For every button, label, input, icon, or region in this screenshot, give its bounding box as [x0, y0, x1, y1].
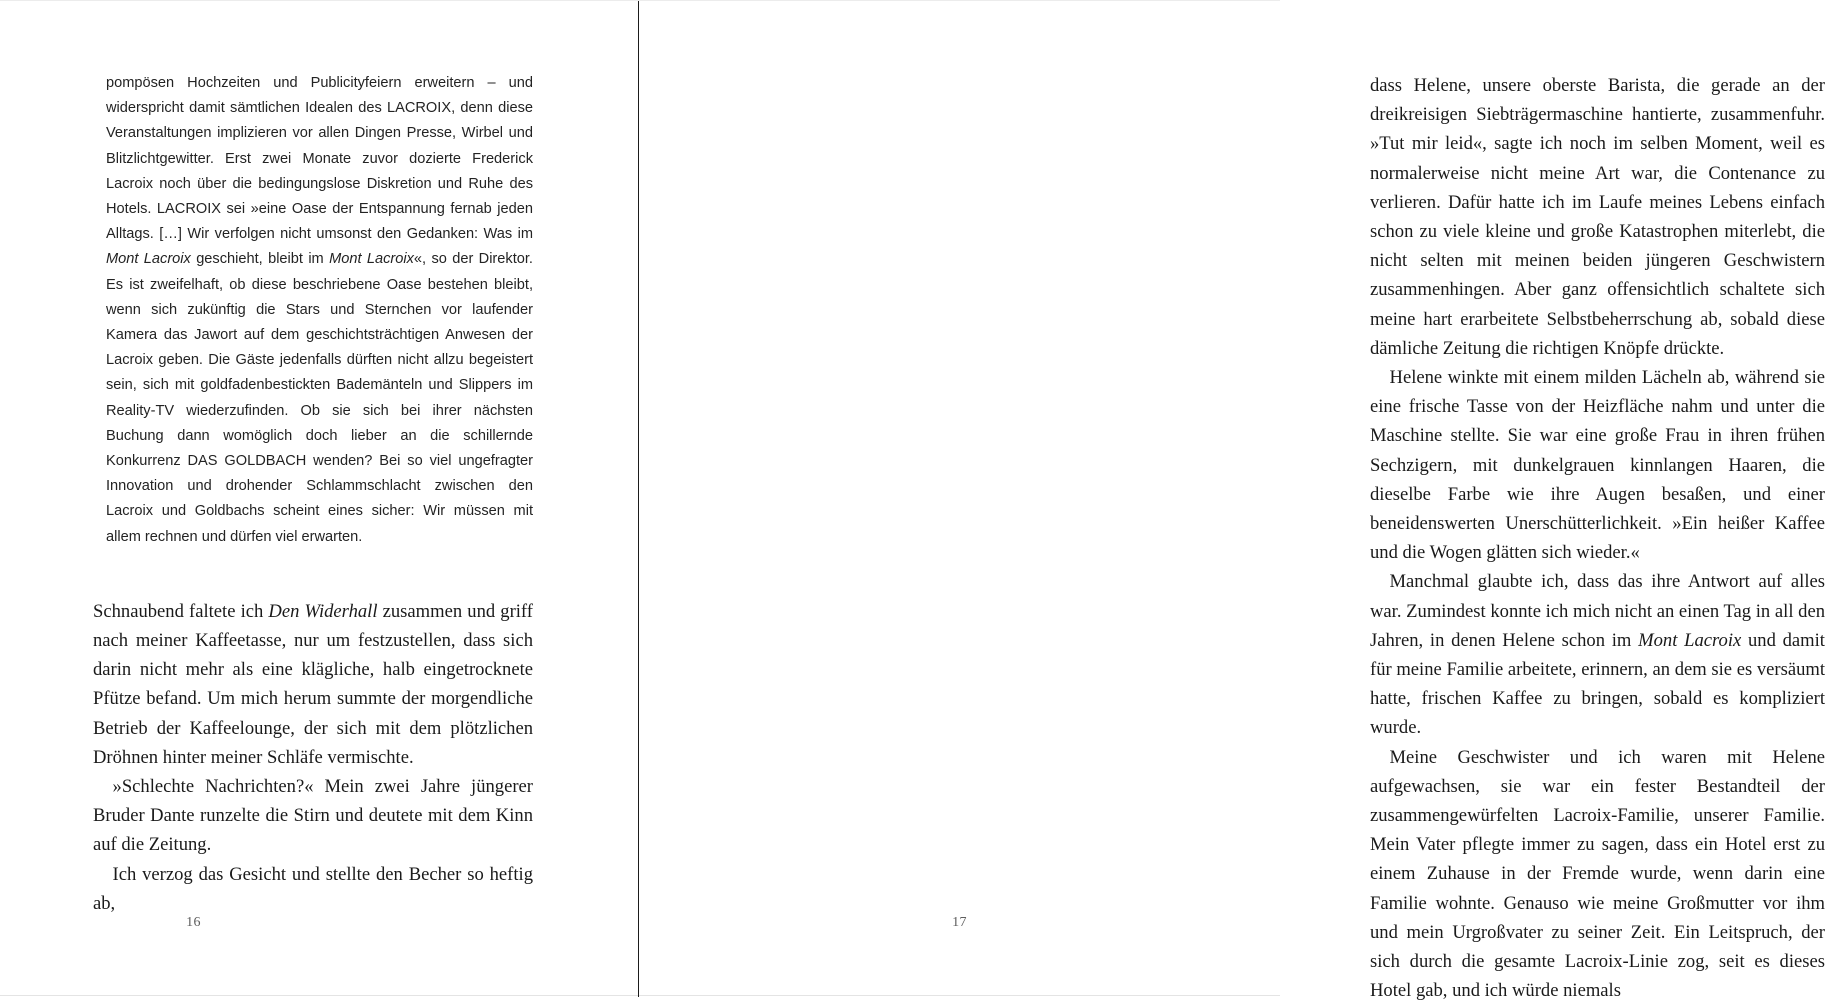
paragraph: [93, 597, 533, 772]
italic-title: Mont Lacroix: [106, 251, 191, 268]
text-run: Manchmal glaubte ich, dass das ihre Antwort auf alles war. Zumindest konnte ich mich nicht an einen Tag in all den Jahren, in denen Helene schon im: [1370, 571, 1825, 651]
page-number-right: 17: [952, 915, 967, 930]
newspaper-excerpt-block: [93, 71, 533, 550]
page-right-text-block: [1370, 71, 1825, 1006]
text-run: »Schlechte Nachrichten?« Mein zwei Jahre jüngerer Bruder Dante runzelte die Stirn und deutete mit dem Kinn auf die Zeitung.: [93, 776, 533, 856]
text-run: dass Helene, unsere oberste Barista, die gerade an der dreikreisigen Siebträgermaschine hantierte, zusammenfuhr. »Tut mir leid«, sagte ich noch im selben Moment, weil es normalerweise nicht meine Art war, die Contenance zu verlieren. Dafür hatte ich im Laufe meines Lebens einfach schon zu viele kleine und große Katastrophen miterlebt, die nicht selten mit meinen beiden jüngeren Geschwistern zusammenhingen. Aber ganz offensichtlich schaltete sich meine hart erarbeitete Selbstbeherrschung ab, sobald diese dämliche Zeitung die richtigen Knöpfe drückte.: [1370, 75, 1825, 359]
paragraph: [1370, 567, 1825, 742]
page-number-left: 16: [186, 915, 201, 930]
paragraph: [93, 772, 533, 860]
page-right: [639, 1, 1825, 1002]
italic-title: Mont Lacroix: [1638, 629, 1742, 651]
page-left-narrative-block: [93, 597, 533, 918]
text-run: Schnaubend faltete ich: [93, 600, 269, 622]
paragraph: [106, 71, 533, 550]
text-run: Ich verzog das Gesicht und stellte den Becher so heftig ab,: [93, 863, 533, 914]
page-left-text-block: [93, 71, 533, 918]
text-run: Helene winkte mit einem milden Lächeln ab, während sie eine frische Tasse von der Heizfläche nahm und unter die Maschine stellte. Sie war eine große Frau in ihren frühen Sechzigern, mit dunkelgrauen kinnlangen Haaren, die dieselbe Farbe wie ihre Augen besaßen, und einer beneidenswerten Unerschütterlichkeit. »Ein heißer Kaffee und die Wogen glätten sich wieder.«: [1370, 367, 1825, 564]
italic-title: Den Widerhall: [268, 600, 378, 622]
page-left: [0, 1, 639, 997]
paragraph: [93, 860, 533, 918]
text-run: Meine Geschwister und ich waren mit Helene aufgewachsen, sie war ein fester Bestandteil der zusammengewürfelten Lacroix-Familie, unserer Familie. Mein Vater pflegte immer zu sagen, dass ein Hotel erst zu einem Zuhause in der Fremde wurde, wenn darin eine Familie wohnte. Genauso wie meine Großmutter vor ihm und mein Urgroßvater zu seiner Zeit. Ein Leitspruch, der sich durch die gesamte Lacroix-Linie zog, seit es dieses Hotel gab, und ich würde niemals: [1370, 746, 1825, 1002]
paragraph: [1370, 363, 1825, 567]
text-run: pompösen Hochzeiten und Publicityfeiern erweitern – und widerspricht damit sämtlichen Idealen des LACROIX, denn diese Veranstaltungen implizieren vor allen Dingen Presse, Wirbel und Blitzlichtgewitter. Erst zwei Monate zuvor dozierte Frederick Lacroix noch über die bedingungslose Diskretion und Ruhe des Hotels. LACROIX sei »eine Oase der Entspannung fernab jeden Alltags. […] Wir verfolgen nicht umsonst den Gedanken: Was im: [106, 75, 533, 243]
page-right-narrative-block: [1370, 71, 1825, 1006]
text-run: und damit für meine Familie arbeitete, erinnern, an dem sie es versäumt hatte, frischen Kaffee zu bringen, sobald es kompliziert wurde.: [1370, 629, 1825, 739]
page-gutter-divider: [638, 1, 639, 997]
text-run: zusammen und griff nach meiner Kaffeetasse, nur um festzustellen, dass sich darin nicht mehr als eine klägliche, halb eingetrocknete Pfütze befand. Um mich herum summte der morgendliche Betrieb der Kaffeelounge, der sich mit dem plötzlichen Dröhnen hinter meiner Schläfe vermischte.: [93, 600, 533, 768]
italic-title: Mont Lacroix: [329, 251, 414, 268]
paragraph: [1370, 71, 1825, 363]
text-run: geschieht, bleibt im: [190, 251, 330, 268]
text-run: «, so der Direktor. Es ist zweifelhaft, ob diese beschriebene Oase bestehen bleibt, wenn sich zukünftig die Stars und Sternchen vor laufender Kamera das Jawort auf dem geschichtsträchtigen Anwesen der Lacroix geben. Die Gäste jedenfalls dürften nicht allzu begeistert sein, sich mit goldfadenbestickten Bademänteln und Slippers im Reality-TV wiederzufinden. Ob sie sich bei ihrer nächsten Buchung dann womöglich doch lieber an die schillernde Konkurrenz DAS GOLDBACH wenden? Bei so viel ungefragter Innovation und drohender Schlammschlacht zwischen den Lacroix und Goldbachs scheint eines sicher: Wir müssen mit allem rechnen und dürfen viel erwarten.: [106, 251, 533, 545]
paragraph: [1370, 743, 1825, 1006]
